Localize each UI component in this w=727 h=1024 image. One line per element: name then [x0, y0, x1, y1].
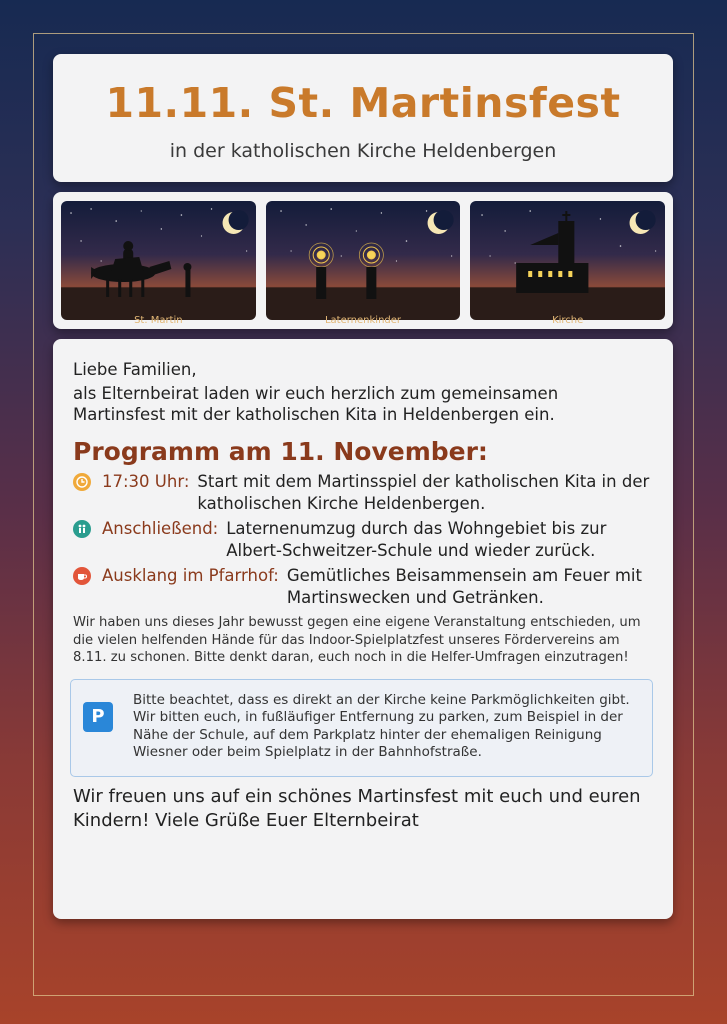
- program-item: [73, 471, 653, 514]
- program-item-label: 17:30 Uhr:: [102, 472, 190, 491]
- walking-people-icon: [73, 520, 91, 538]
- panel-church: [470, 201, 665, 326]
- parking-notice: [70, 679, 653, 777]
- closing-text: Wir freuen uns auf ein schönes Martinsfest mit euch und euren Kindern! Viele Grüße Euer Elternbeirat: [73, 785, 641, 831]
- church-illustration: [470, 201, 665, 320]
- program-title: Programm am 11. November:: [73, 437, 488, 466]
- program-item-text: Laternenumzug durch das Wohngebiet bis zur Albert-Schweitzer-Schule und wieder zurück.: [226, 519, 607, 560]
- panel-label: Kirche: [552, 315, 584, 326]
- page-title: 11.11. St. Martinsfest: [105, 79, 621, 127]
- panel-st-martin: [61, 201, 256, 326]
- parking-icon: P: [83, 702, 113, 732]
- panel-label: St. Martin: [134, 315, 183, 326]
- program-item-text: Start mit dem Martinsspiel der katholischen Kita in der katholischen Kirche Heldenbergen.: [197, 472, 650, 513]
- program-item-label: Anschließend:: [102, 519, 219, 538]
- program-item: [73, 518, 653, 561]
- panel-lantern-children: [266, 201, 461, 326]
- intro-text: als Elternbeirat laden wir euch herzlich zum gemeinsamen Martinsfest mit der katholischen Kita in Heldenbergen ein.: [73, 384, 559, 424]
- program-item-text: Gemütliches Beisammensein am Feuer mit Martinswecken und Getränken.: [286, 566, 642, 607]
- parking-text: Bitte beachtet, dass es direkt an der Kirche keine Parkmöglichkeiten gibt. Wir bitten euch, in fußläufiger Entfernung zu parken, zum Beispiel in der Nähe der Schule, auf dem Parkplatz hinter der ehemaligen Reinigung Wiesner oder beim Spielplatz in der Bahnhofstraße.: [133, 691, 630, 760]
- greeting: Liebe Familien,: [73, 360, 197, 379]
- program-item-label: Ausklang im Pfarrhof:: [102, 566, 279, 585]
- lantern-children-illustration: [266, 201, 461, 320]
- st-martin-illustration: [61, 201, 256, 320]
- illustration-strip: [53, 192, 673, 329]
- helper-note: Wir haben uns dieses Jahr bewusst gegen eine eigene Veranstaltung entschieden, um die vielen helfenden Hände für das Indoor-Spielplatzfest unseres Fördervereins am 8.11. zu schonen. Bitte denkt daran, euch noch in die Helfer-Umfragen einzutragen!: [73, 615, 641, 665]
- main-content-card: [53, 339, 673, 919]
- header-card: [53, 54, 673, 182]
- page-subtitle: in der katholischen Kirche Heldenbergen: [169, 140, 557, 162]
- panel-label: Laternenkinder: [324, 315, 402, 326]
- program-item: [73, 565, 653, 608]
- cup-icon: [73, 567, 91, 585]
- clock-icon: [73, 473, 91, 491]
